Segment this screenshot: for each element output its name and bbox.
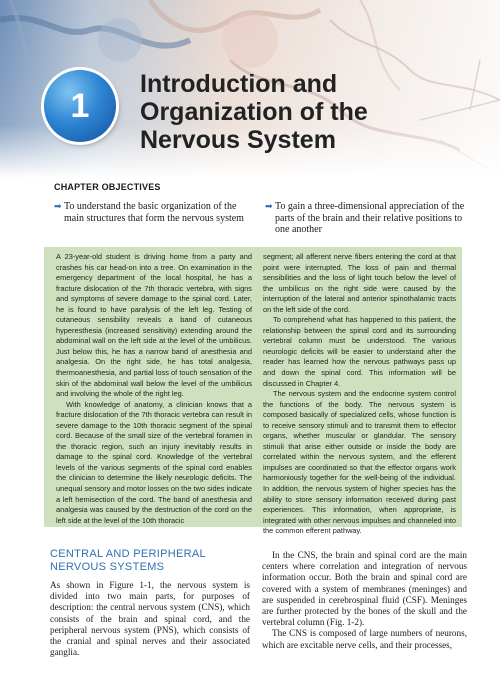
body-paragraph: In the CNS, the brain and spinal cord are the main centers where correlation and integration of nervous information occur. Both the brain and spinal cord are covered with a system of membranes (meninges) and are suspended in cerebrospinal fluid (CSF). Meninges are further protected by the bones of the skull and the vertebral column (Fig. 1-2). <box>262 550 467 628</box>
section-heading-line: NERVOUS SYSTEMS <box>50 561 165 573</box>
objective-text: To understand the basic organization of the main structures that form the nervous system <box>64 201 244 224</box>
objective-item <box>54 201 249 224</box>
bullet-arrow-icon: ➡ <box>265 201 273 211</box>
section-heading-line: CENTRAL AND PERIPHERAL <box>50 548 206 560</box>
case-paragraph: segment; all afferent nerve fibers entering the cord at that point were interrupted. The loss of pain and thermal sensibilities and the loss of light touch below the level of the umbilicus on the right side were caused by the interruption of the lateral and anterior spinothalamic tracts on the left side of the cord. <box>263 252 456 314</box>
body-paragraph: As shown in Figure 1-1, the nervous system is divided into two main parts, for purposes of description: the central nervous system (CNS), which consists of the brain and spinal cord, and the peripheral nervous system (PNS), which consists of the cranial and spinal nerves and their associated ganglia. <box>50 580 250 658</box>
chapter-number: 1 <box>70 86 90 125</box>
chapter-title-line: Introduction and <box>140 70 338 98</box>
chapter-number-badge <box>44 70 116 142</box>
objective-item <box>265 201 475 236</box>
case-column-left <box>56 252 252 526</box>
body-column-right <box>262 550 467 651</box>
case-column-right <box>263 252 456 537</box>
objectives-heading: CHAPTER OBJECTIVES <box>54 182 161 192</box>
case-paragraph: With knowledge of anatomy, a clinician knows that a fracture dislocation of the 7th thoracic vertebra can result in severe damage to the 10th thoracic segment of the spinal cord. Because of the small size of the vertebral foramen in the thoracic region, such an injury inevitably results in damage to the spinal cord. Knowledge of the vertebral levels of the various segments of the spinal cord enables the clinician to determine the likely neurologic deficits. The unequal sensory and motor losses on the two sides indicate a left hemisection of the cord. The band of anesthesia and analgesia was caused by the destruction of the cord on the left side at the level of the 10th thoracic <box>56 399 252 525</box>
chapter-title-line: Nervous System <box>140 126 336 154</box>
chapter-title <box>140 70 480 154</box>
body-column-left <box>50 580 250 658</box>
case-paragraph: The nervous system and the endocrine system control the functions of the body. The nervous system is composed basically of specialized cells, whose function is to receive sensory stimuli and to transmit them to effector organs, whether muscular or glandular. The sensory stimuli that arise either outside or inside the body are correlated within the nervous system, and the efferent impulses are coordinated so that the effector organs work harmoniously together for the well-being of the individual. In addition, the nervous system of higher species has the ability to store sensory information received during past experiences. This information, when appropriate, is integrated with other nervous impulses and channeled into the common efferent pathway. <box>263 389 456 536</box>
case-paragraph: To comprehend what has happened to this patient, the relationship between the spinal cord and its surrounding vertebral column must be understood. The various neurologic deficits will be easier to understand after the reader has learned how the nervous pathways pass up and down the spinal cord. This information will be discussed in Chapter 4. <box>263 315 456 388</box>
body-paragraph: The CNS is composed of large numbers of neurons, which are excitable nerve cells, and their processes, <box>262 628 467 650</box>
bullet-arrow-icon: ➡ <box>54 201 62 211</box>
section-heading <box>50 548 206 574</box>
clinical-case-box <box>44 247 462 536</box>
chapter-title-line: Organization of the <box>140 98 368 126</box>
objective-text: To gain a three-dimensional appreciation of the parts of the brain and their relative positions to one another <box>275 201 465 235</box>
case-paragraph: A 23-year-old student is driving home from a party and crashes his car head-on into a tree. On examination in the emergency department of the local hospital, he has a fracture dislocation of the 7th thoracic vertebra, with signs and symptoms of severe damage to the spinal cord. Later, he is found to have paralysis of the left leg. Testing of cutaneous sensibility reveals a band of cutaneous hyperesthesia (increased sensitivity) extending around the abdominal wall on the left side at the level of the umbilicus. Just below this, he has a narrow band of anesthesia and analgesia. On the right side, he has total analgesia, thermoanesthesia, and partial loss of touch sensation of the skin of the abdominal wall below the level of the umbilicus and involving the whole of the right leg. <box>56 252 252 399</box>
